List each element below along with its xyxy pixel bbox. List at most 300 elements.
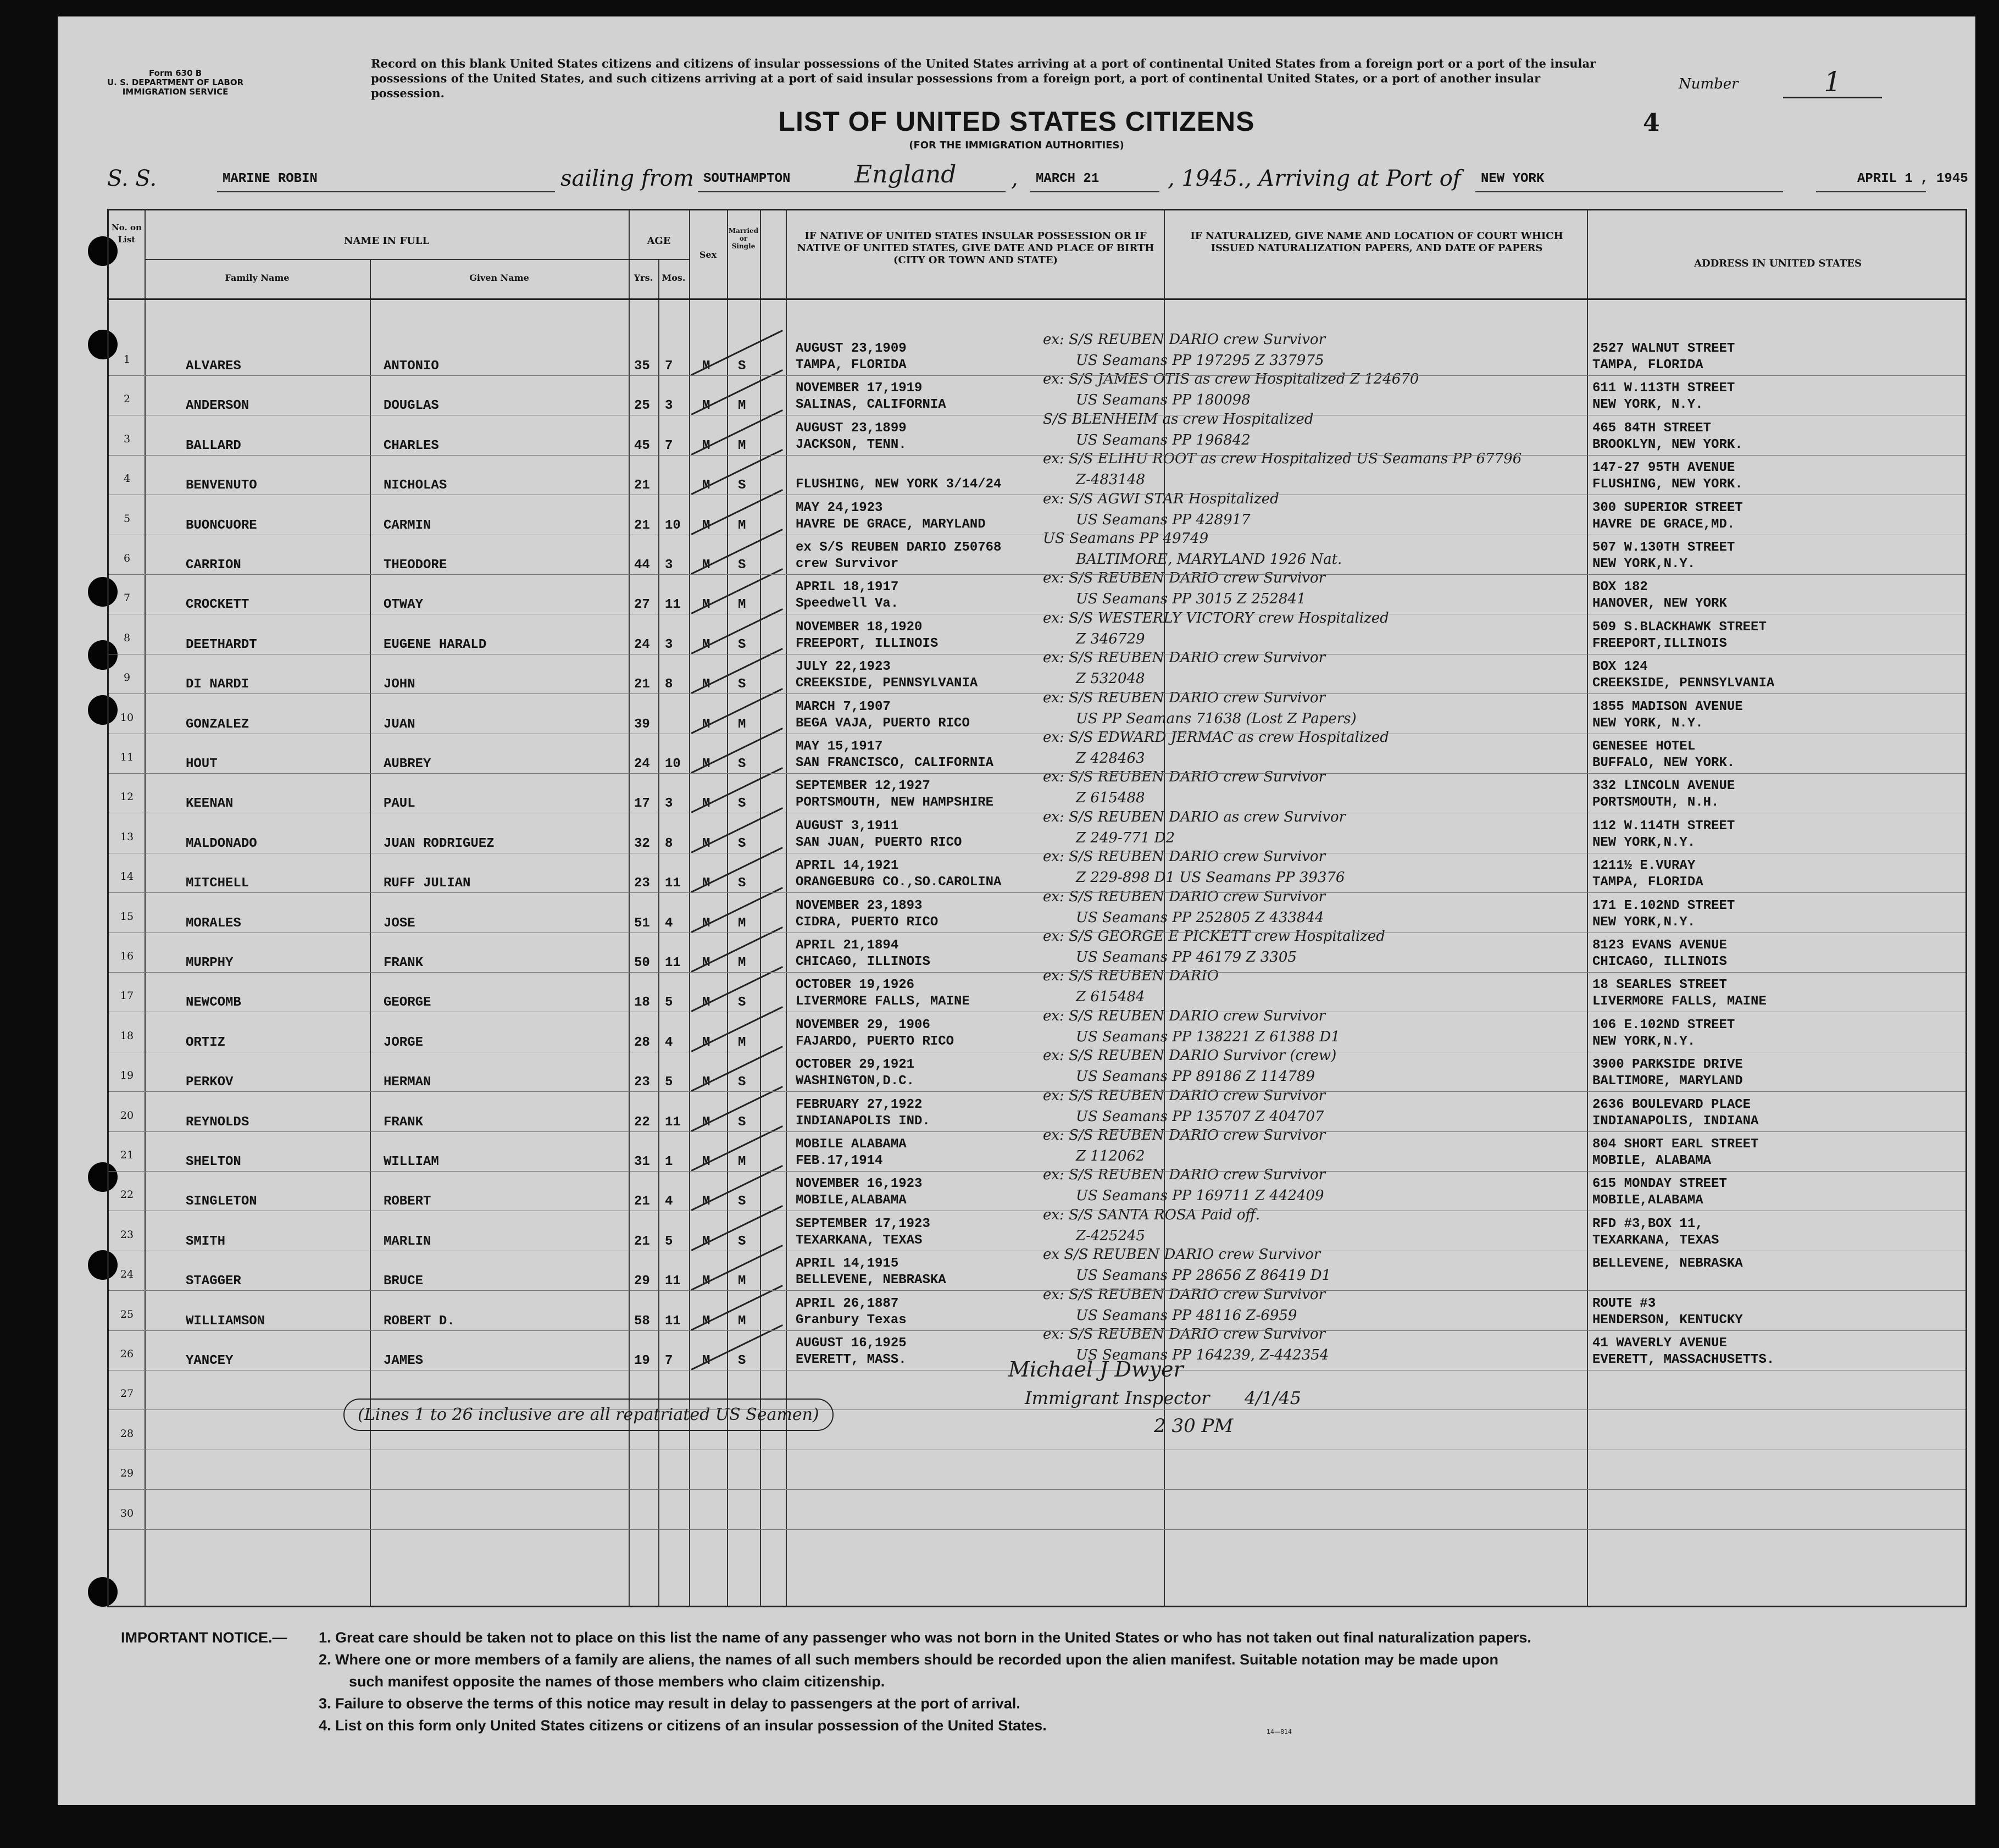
departure-port: SOUTHAMPTON	[703, 171, 791, 186]
given-name: MARLIN	[384, 1234, 431, 1249]
naturalization-number: Z-483148	[1076, 471, 1146, 489]
address-line-1: 2527 WALNUT STREET	[1592, 341, 1735, 356]
given-name: WILLIAM	[384, 1155, 439, 1169]
marital-status: S	[738, 1234, 746, 1249]
print-code: 14—814	[1267, 1728, 1292, 1735]
address-line-1: 332 LINCOLN AVENUE	[1592, 779, 1735, 794]
marital-status: S	[738, 796, 746, 812]
age-years: 21	[634, 478, 650, 493]
marital-status: S	[738, 757, 746, 772]
birth-date: JULY 22,1923	[796, 659, 891, 675]
marital-status: M	[738, 956, 746, 970]
given-name: BRUCE	[384, 1274, 424, 1289]
naturalization-note: ex: S/S REUBEN DARIO crew Survivor	[1043, 689, 1325, 706]
marital-status: M	[738, 1274, 746, 1289]
birth-place: MOBILE,ALABAMA	[796, 1193, 907, 1208]
address-line-2: NEW YORK,N.Y.	[1592, 1034, 1696, 1049]
birth-place: BEGA VAJA, PUERTO RICO	[796, 715, 970, 731]
address-line-2: BUFFALO, NEW YORK.	[1592, 756, 1735, 770]
departure-year: , 1945., Arriving at Port of	[1168, 166, 1461, 191]
port-underline	[1475, 191, 1783, 192]
given-name: DOUGLAS	[384, 398, 439, 414]
birth-date: ex S/S REUBEN DARIO Z50768	[796, 540, 1002, 555]
naturalization-number: US Seamans PP 138221 Z 61388 D1	[1076, 1028, 1340, 1045]
form-identifier: Form 630 B U. S. DEPARTMENT OF LABOR IMMIGRATION SERVICE	[107, 68, 244, 97]
naturalization-number: US Seamans PP 164239, Z-442354	[1076, 1347, 1329, 1363]
birth-date: MARCH 7,1907	[796, 699, 891, 714]
age-months: 4	[665, 915, 673, 931]
age-years: 23	[634, 1075, 650, 1090]
naturalization-note: ex: S/S REUBEN DARIO crew Survivor	[1043, 1167, 1325, 1184]
given-name: AUBREY	[384, 757, 431, 772]
row-number: 5	[123, 512, 131, 525]
address-line-2: NEW YORK,N.Y.	[1592, 835, 1696, 850]
given-name: FRANK	[384, 956, 424, 970]
sex: M	[702, 1194, 710, 1209]
sailing-from-label: sailing from	[560, 166, 694, 191]
sex: M	[702, 478, 710, 493]
naturalization-note: S/S BLENHEIM as crew Hospitalized	[1043, 410, 1314, 428]
given-name: OTWAY	[384, 597, 424, 613]
birth-place: Granbury Texas	[796, 1312, 907, 1328]
address-line-1: ROUTE #3	[1592, 1296, 1656, 1311]
naturalization-note: ex: S/S REUBEN DARIO crew Survivor	[1043, 650, 1325, 667]
sex: M	[702, 717, 710, 732]
address-line-1: BOX 124	[1592, 659, 1648, 675]
family-name: HOUT	[186, 757, 218, 772]
naturalization-note: ex: S/S REUBEN DARIO crew Survivor	[1043, 1087, 1325, 1104]
marital-status: S	[738, 876, 746, 891]
address-line-1: 804 SHORT EARL STREET	[1592, 1137, 1759, 1152]
family-name: MALDONADO	[186, 836, 257, 851]
sex: M	[702, 1313, 710, 1329]
naturalization-note: ex: S/S REUBEN DARIO as crew Survivor	[1043, 808, 1346, 825]
marital-status: M	[738, 597, 746, 613]
row-number: 16	[120, 950, 134, 962]
birth-place: PORTSMOUTH, NEW HAMPSHIRE	[796, 795, 994, 811]
naturalization-note: ex: S/S REUBEN DARIO Survivor (crew)	[1043, 1047, 1337, 1064]
notice-item: such manifest opposite the names of those members who claim citizenship.	[349, 1673, 885, 1690]
naturalization-number: US Seamans PP 169711 Z 442409	[1076, 1187, 1324, 1205]
check-mark	[691, 887, 783, 933]
family-name: SMITH	[186, 1234, 226, 1249]
row-number: 23	[120, 1228, 134, 1241]
sex: M	[702, 398, 710, 414]
given-name: CHARLES	[384, 438, 439, 453]
address-line-1: BOX 182	[1592, 580, 1648, 595]
ship-underline	[217, 191, 555, 192]
marital-status: S	[738, 359, 746, 374]
family-name: ANDERSON	[186, 398, 249, 414]
row-divider	[109, 892, 1965, 893]
age-months: 7	[665, 438, 673, 453]
naturalization-note: ex: S/S REUBEN DARIO crew Survivor	[1043, 1007, 1325, 1024]
family-name: SHELTON	[186, 1155, 241, 1169]
notice-item: 3. Failure to observe the terms of this notice may result in delay to passengers at the port of arrival.	[319, 1695, 1020, 1712]
row-number: 9	[123, 672, 131, 684]
address-line-1: 147-27 95TH AVENUE	[1592, 460, 1735, 476]
naturalization-number: US Seamans PP 428917	[1076, 511, 1251, 528]
family-name: REYNOLDS	[186, 1114, 249, 1130]
row-divider	[109, 1489, 1965, 1490]
sheet-number: 4	[1643, 109, 1660, 137]
age-years: 17	[634, 796, 650, 812]
address-line-2: MOBILE,ALABAMA	[1592, 1193, 1703, 1208]
sex: M	[702, 915, 710, 931]
row-divider	[109, 1171, 1965, 1172]
address-line-1: GENESEE HOTEL	[1592, 739, 1696, 754]
marital-status: M	[738, 717, 746, 732]
given-name: ROBERT	[384, 1194, 431, 1209]
marital-status: M	[738, 398, 746, 414]
sex: M	[702, 1075, 710, 1090]
address-line-1: BELLEVENE, NEBRASKA	[1592, 1256, 1743, 1272]
row-number: 21	[120, 1149, 134, 1161]
birth-date: APRIL 14,1921	[796, 858, 899, 874]
row-number: 20	[120, 1109, 134, 1122]
arrival-date: APRIL 1 , 1945	[1857, 171, 1968, 186]
check-mark	[691, 728, 783, 774]
family-name: DEETHARDT	[186, 637, 257, 652]
notice-item: 1. Great care should be taken not to place on this list the name of any passenger who was not born in the United States or who has not taken out final naturalization papers.	[319, 1629, 1531, 1646]
check-mark	[691, 926, 783, 973]
address-line-2: NEW YORK, N.Y.	[1592, 397, 1703, 413]
sex: M	[702, 558, 710, 573]
age-months: 3	[665, 796, 673, 812]
col-years: Yrs.	[634, 273, 653, 283]
birth-place: FAJARDO, PUERTO RICO	[796, 1034, 954, 1049]
birth-place: CHICAGO, ILLINOIS	[796, 954, 930, 969]
marital-status: M	[738, 518, 746, 533]
row-number: 27	[120, 1388, 134, 1400]
naturalization-number: US Seamans PP 135707 Z 404707	[1076, 1108, 1324, 1125]
marital-status: S	[738, 1075, 746, 1090]
age-years: 39	[634, 717, 650, 732]
arrival-underline	[1816, 191, 1926, 192]
check-mark	[691, 608, 783, 654]
address-line-1: 611 W.113TH STREET	[1592, 381, 1735, 396]
address-line-2: FLUSHING, NEW YORK.	[1592, 477, 1743, 492]
birth-place: JACKSON, TENN.	[796, 437, 907, 452]
important-notice-label: IMPORTANT NOTICE.—	[121, 1629, 287, 1646]
family-name: ALVARES	[186, 359, 241, 374]
age-months: 7	[665, 1353, 673, 1368]
sex: M	[702, 1353, 710, 1368]
address-line-2: LIVERMORE FALLS, MAINE	[1592, 994, 1767, 1009]
check-mark	[691, 1165, 783, 1211]
given-name: JORGE	[384, 1035, 424, 1050]
row-divider	[109, 1330, 1965, 1331]
age-months: 4	[665, 1194, 673, 1209]
address-line-1: 106 E.102ND STREET	[1592, 1017, 1735, 1033]
address-line-1: 300 SUPERIOR STREET	[1592, 500, 1743, 515]
family-name: SINGLETON	[186, 1194, 257, 1209]
row-number: 30	[120, 1507, 134, 1519]
address-line-1: 615 MONDAY STREET	[1592, 1176, 1727, 1192]
col-no-on-list: No. on List	[112, 223, 142, 245]
marital-status: S	[738, 836, 746, 851]
address-line-1: 18 SEARLES STREET	[1592, 978, 1727, 993]
birth-date: NOVEMBER 17,1919	[796, 381, 923, 396]
naturalization-number: US Seamans PP 89186 Z 114789	[1076, 1068, 1315, 1085]
row-number: 17	[120, 990, 134, 1002]
check-mark	[691, 529, 783, 575]
age-months: 11	[665, 876, 681, 891]
age-months: 3	[665, 637, 673, 652]
address-line-2: MOBILE, ALABAMA	[1592, 1153, 1712, 1168]
address-line-2: NEW YORK,N.Y.	[1592, 914, 1696, 930]
naturalization-note: ex: S/S SANTA ROSA Paid off.	[1043, 1206, 1261, 1223]
sex: M	[702, 757, 710, 772]
address-line-2: EVERETT, MASSACHUSETTS.	[1592, 1352, 1775, 1367]
naturalization-note: ex: S/S REUBEN DARIO	[1043, 968, 1219, 985]
row-number: 14	[120, 870, 134, 883]
given-name: JOHN	[384, 677, 415, 692]
check-mark	[691, 807, 783, 853]
sex: M	[702, 597, 710, 613]
age-months: 11	[665, 1313, 681, 1329]
marital-status: S	[738, 995, 746, 1011]
birth-date: OCTOBER 29,1921	[796, 1057, 915, 1073]
naturalization-note: ex: S/S REUBEN DARIO crew Survivor	[1043, 888, 1325, 905]
naturalization-note: ex: S/S REUBEN DARIO crew Survivor	[1043, 331, 1325, 348]
address-line-2: FREEPORT,ILLINOIS	[1592, 636, 1727, 651]
age-months: 11	[665, 597, 681, 613]
notice-item: 2. Where one or more members of a family are aliens, the names of all such members should be recorded upon the alien manifest. Suitable notation may be made upon	[319, 1651, 1499, 1668]
given-name: NICHOLAS	[384, 478, 447, 493]
age-months: 11	[665, 1274, 681, 1289]
naturalization-number: Z 532048	[1076, 670, 1145, 687]
naturalization-note: ex: S/S ELIHU ROOT as crew Hospitalized US Seamans PP 67796	[1043, 451, 1522, 468]
given-name: CARMIN	[384, 518, 431, 533]
check-mark	[691, 1285, 783, 1331]
address-line-2: HANOVER, NEW YORK	[1592, 596, 1727, 612]
check-mark	[691, 1125, 783, 1172]
sex: M	[702, 518, 710, 533]
row-number: 28	[120, 1427, 134, 1440]
row-number: 13	[120, 830, 134, 843]
sex: M	[702, 876, 710, 891]
sex: M	[702, 796, 710, 812]
row-divider	[109, 455, 1965, 456]
given-name: EUGENE HARALD	[384, 637, 487, 652]
age-months: 8	[665, 836, 673, 851]
sex: M	[702, 1035, 710, 1050]
birth-date: AUGUST 3,1911	[796, 818, 899, 834]
address-line-1: 112 W.114TH STREET	[1592, 818, 1735, 834]
address-line-1: 2636 BOULEVARD PLACE	[1592, 1097, 1751, 1112]
address-line-1: 509 S.BLACKHAWK STREET	[1592, 619, 1767, 635]
naturalization-note: ex: S/S REUBEN DARIO crew Survivor	[1043, 848, 1325, 865]
age-years: 58	[634, 1313, 650, 1329]
inspector-signature: Michael J Dwyer	[1008, 1357, 1184, 1381]
birth-date: MAY 15,1917	[796, 739, 883, 754]
given-name: GEORGE	[384, 995, 431, 1011]
family-name: PERKOV	[186, 1075, 234, 1090]
birth-date: NOVEMBER 23,1893	[796, 898, 923, 913]
number-label: Number	[1679, 76, 1739, 92]
age-years: 22	[634, 1114, 650, 1130]
family-name: NEWCOMB	[186, 995, 241, 1011]
birth-date: APRIL 18,1917	[796, 580, 899, 595]
age-months: 8	[665, 677, 673, 692]
age-years: 50	[634, 956, 650, 970]
handwritten-remark: (Lines 1 to 26 inclusive are all repatriated US Seamen)	[343, 1399, 834, 1431]
naturalization-number: Z 249-771 D2	[1076, 829, 1175, 846]
row-number: 19	[120, 1069, 134, 1082]
address-line-1: 41 WAVERLY AVENUE	[1592, 1336, 1727, 1351]
notice-item: 4. List on this form only United States citizens or citizens of an insular possession of the United States.	[319, 1717, 1047, 1734]
age-years: 27	[634, 597, 650, 613]
age-years: 18	[634, 995, 650, 1011]
row-number: 29	[120, 1467, 134, 1480]
naturalization-number: Z 346729	[1076, 630, 1145, 647]
col-birth-info: IF NATIVE OF UNITED STATES INSULAR POSSESSION OR IF NATIVE OF UNITED STATES, GIVE DATE AND PLACE OF BIRTH (CITY OR TOWN AND STATE)	[797, 230, 1154, 266]
birth-date: MOBILE ALABAMA	[796, 1137, 907, 1152]
age-years: 45	[634, 438, 650, 453]
birth-place: SAN FRANCISCO, CALIFORNIA	[796, 756, 994, 770]
age-years: 24	[634, 757, 650, 772]
form-instructions: Record on this blank United States citizens and citizens of insular possessions of the United States arriving at a port of continental United States from a foreign port or a port of the insular possessions of the United States, and such citizens arriving at a port of said insular possessions from a foreign port, a port of continental United States, or a port of another insular possession.	[371, 57, 1596, 100]
age-years: 44	[634, 558, 650, 573]
row-divider	[109, 773, 1965, 774]
given-name: THEODORE	[384, 558, 447, 573]
list-number: 1	[1783, 67, 1882, 98]
row-number: 22	[120, 1189, 134, 1201]
family-name: CARRION	[186, 558, 241, 573]
age-years: 21	[634, 677, 650, 692]
col-name-in-full: NAME IN FULL	[343, 235, 430, 247]
age-years: 23	[634, 876, 650, 891]
given-name: FRANK	[384, 1114, 424, 1130]
naturalization-number: US Seamans PP 252805 Z 433844	[1076, 909, 1324, 926]
address-line-2: PORTSMOUTH, N.H.	[1592, 795, 1719, 811]
birth-place: TEXARKANA, TEXAS	[796, 1233, 923, 1248]
naturalization-note: ex: S/S REUBEN DARIO crew Survivor	[1043, 1326, 1325, 1342]
family-name: DI NARDI	[186, 677, 249, 692]
address-line-2: HENDERSON, KENTUCKY	[1592, 1312, 1743, 1328]
address-line-2: INDIANAPOLIS, INDIANA	[1592, 1113, 1759, 1129]
birth-place: SAN JUAN, PUERTO RICO	[796, 835, 962, 850]
birth-date: SEPTEMBER 17,1923	[796, 1216, 930, 1231]
birth-place: WASHINGTON,D.C.	[796, 1074, 915, 1089]
marital-status: M	[738, 1035, 746, 1050]
col-married-or-single: Married or Single	[728, 227, 759, 250]
address-line-2: BROOKLYN, NEW YORK.	[1592, 437, 1743, 452]
birth-date: MAY 24,1923	[796, 500, 883, 515]
check-mark	[691, 1205, 783, 1251]
family-name: KEENAN	[186, 796, 234, 812]
naturalization-note: ex: S/S REUBEN DARIO crew Survivor	[1043, 1127, 1325, 1144]
naturalization-number: Z 112062	[1076, 1148, 1145, 1164]
marital-status: M	[738, 1155, 746, 1169]
row-number: 11	[120, 751, 134, 763]
sex: M	[702, 1155, 710, 1169]
ship-name: MARINE ROBIN	[223, 171, 318, 186]
age-years: 21	[634, 1234, 650, 1249]
age-years: 19	[634, 1353, 650, 1368]
sex: M	[702, 359, 710, 374]
address-line-2: HAVRE DE GRACE,MD.	[1592, 517, 1735, 532]
birth-date: APRIL 21,1894	[796, 938, 899, 953]
age-months: 10	[665, 757, 681, 772]
sex: M	[702, 1274, 710, 1289]
col-age: AGE	[647, 235, 671, 247]
family-name: GONZALEZ	[186, 717, 249, 732]
marital-status: M	[738, 915, 746, 931]
birth-date: AUGUST 23,1899	[796, 420, 907, 436]
age-months: 5	[665, 1075, 673, 1090]
birth-date: NOVEMBER 16,1923	[796, 1176, 923, 1192]
address-line-1: 1855 MADISON AVENUE	[1592, 699, 1743, 714]
check-mark	[691, 966, 783, 1012]
address-line-2: NEW YORK,N.Y.	[1592, 557, 1696, 571]
address-line-1: 171 E.102ND STREET	[1592, 898, 1735, 913]
sex: M	[702, 1114, 710, 1130]
check-mark	[691, 1086, 783, 1132]
inspector-title: Immigrant Inspector	[1025, 1388, 1210, 1408]
naturalization-note: ex: S/S GEORGE E PICKETT crew Hospitalized	[1043, 928, 1385, 945]
marital-status: S	[738, 637, 746, 652]
age-months: 7	[665, 359, 673, 374]
naturalization-note: ex: S/S REUBEN DARIO crew Survivor	[1043, 769, 1325, 786]
marital-status: M	[738, 1313, 746, 1329]
row-divider	[109, 1290, 1965, 1291]
date-underline	[1030, 191, 1159, 192]
naturalization-number: US Seamans PP 3015 Z 252841	[1076, 591, 1306, 608]
address-line-2: CHICAGO, ILLINOIS	[1592, 954, 1727, 969]
row-number: 15	[120, 910, 134, 923]
age-years: 21	[634, 1194, 650, 1209]
row-number: 10	[120, 711, 134, 724]
age-months: 11	[665, 956, 681, 970]
sex: M	[702, 995, 710, 1011]
address-line-2: BALTIMORE, MARYLAND	[1592, 1074, 1743, 1089]
row-number: 4	[123, 473, 131, 485]
family-name: MITCHELL	[186, 876, 249, 891]
row-number: 26	[120, 1348, 134, 1360]
arrival-port: NEW YORK	[1481, 171, 1545, 186]
family-name: MORALES	[186, 915, 241, 931]
row-divider	[109, 693, 1965, 694]
row-number: 3	[123, 432, 131, 445]
age-years: 31	[634, 1155, 650, 1169]
sex: M	[702, 1234, 710, 1249]
family-name: STAGGER	[186, 1274, 241, 1289]
family-name: BUONCUORE	[186, 518, 257, 533]
naturalization-note: ex: S/S JAMES OTIS as crew Hospitalized Z 124670	[1043, 371, 1419, 388]
naturalization-number: Z 615484	[1076, 989, 1145, 1006]
family-name: CROCKETT	[186, 597, 249, 613]
birth-place: SALINAS, CALIFORNIA	[796, 397, 946, 413]
address-line-2: TEXARKANA, TEXAS	[1592, 1233, 1719, 1248]
birth-place: TAMPA, FLORIDA	[796, 358, 907, 373]
age-months: 1	[665, 1155, 673, 1169]
row-number: 6	[123, 552, 131, 564]
row-number: 2	[123, 393, 131, 406]
marital-status: S	[738, 478, 746, 493]
given-name: PAUL	[384, 796, 415, 812]
sex: M	[702, 836, 710, 851]
age-years: 32	[634, 836, 650, 851]
age-months: 10	[665, 518, 681, 533]
departure-date: MARCH 21	[1036, 171, 1100, 186]
sex: M	[702, 956, 710, 970]
family-name: BALLARD	[186, 438, 241, 453]
naturalization-number: BALTIMORE, MARYLAND 1926 Nat.	[1076, 551, 1342, 568]
family-name: MURPHY	[186, 956, 234, 970]
sex: M	[702, 438, 710, 453]
